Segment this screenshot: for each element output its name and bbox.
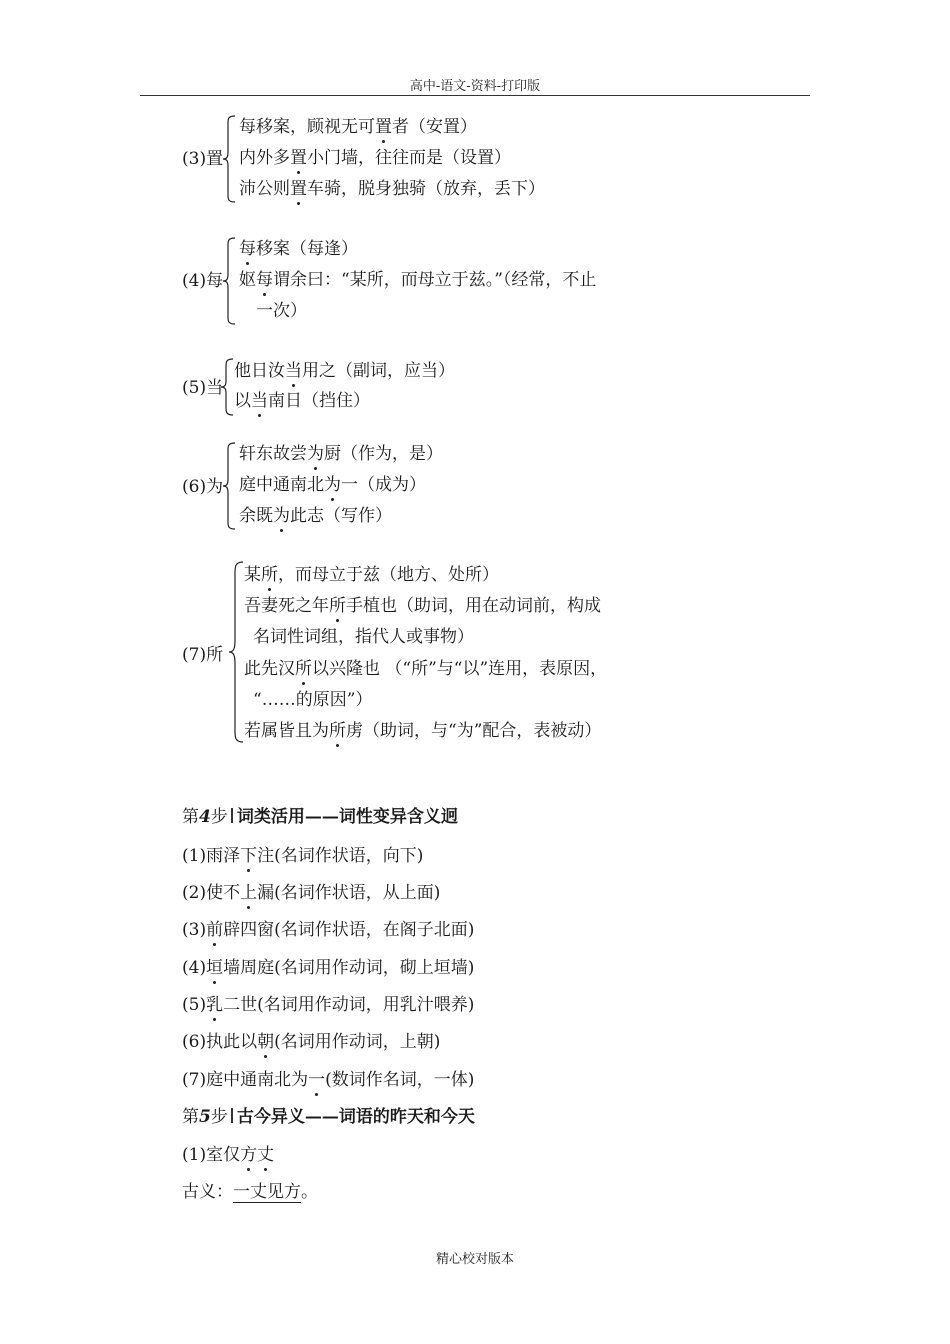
group-line: 轩东故尝为厨（作为，是） bbox=[239, 444, 443, 464]
list-item: (5)乳二世(名词用作动词，用乳汁喂养) bbox=[182, 990, 474, 1015]
header-rule bbox=[140, 95, 810, 96]
group-tag: (3)置 bbox=[182, 149, 224, 169]
page-footer: 精心校对版本 bbox=[435, 1252, 514, 1267]
brace-icon bbox=[222, 114, 236, 204]
list-item: (2)使不上漏(名词作状语，从上面) bbox=[182, 878, 440, 903]
group-line: 以当南日（挡住） bbox=[234, 391, 370, 411]
group-line: 名词性词组，指代人或事物） bbox=[253, 627, 474, 647]
group-tag: (6)为 bbox=[182, 477, 224, 497]
group-tag: (5)当 bbox=[182, 378, 224, 398]
group-line: 一次） bbox=[256, 301, 307, 321]
group-line: 吾妻死之年所手植也（助词，用在动词前，构成 bbox=[244, 596, 601, 616]
step5-heading: 第5步 古今异义——词语的昨天和今天 bbox=[182, 1107, 475, 1127]
group-line: 若属皆且为所虏（助词，与“为”配合，表被动） bbox=[244, 721, 602, 741]
brace-icon bbox=[228, 560, 244, 744]
group-tag: (7)所 bbox=[182, 645, 224, 665]
page-header: 高中-语文-资料-打印版 bbox=[409, 79, 541, 94]
group-line: 庭中通南北为一（成为） bbox=[239, 475, 426, 495]
step4-heading: 第4步 词类活用——词性变异含义迥 bbox=[182, 807, 458, 827]
group-line: 某所，而母立于兹（地方、处所） bbox=[244, 565, 499, 585]
group-line: 此先汉所以兴隆也 （“所”与“以”连用，表原因， bbox=[244, 659, 608, 679]
divider-bar bbox=[231, 1108, 233, 1123]
list-item: (1)雨泽下注(名词作状语，向下) bbox=[182, 841, 423, 866]
group-line: 每移案（每逢） bbox=[239, 239, 358, 259]
group-line: 妪每谓余曰：“某所，而母立于兹。”（经常，不止 bbox=[239, 270, 597, 290]
group-line: “……的原因”） bbox=[253, 690, 373, 710]
list-item: (7)庭中通南北为一(数词作名词，一体) bbox=[182, 1065, 474, 1090]
ancient-meaning: 古义：一丈见方。 bbox=[182, 1182, 318, 1202]
list-item: (6)执此以朝(名词用作动词，上朝) bbox=[182, 1027, 440, 1052]
group-line: 余既为此志（写作） bbox=[239, 506, 392, 526]
brace-icon bbox=[222, 236, 236, 326]
divider-bar bbox=[231, 808, 233, 823]
group-line: 沛公则置车骑，脱身独骑（放弃，丢下） bbox=[239, 179, 545, 199]
group-tag: (4)每 bbox=[182, 271, 224, 291]
group-line: 他日汝当用之（副词，应当） bbox=[234, 361, 455, 381]
group-line: 内外多置小门墙，往往而是（设置） bbox=[239, 148, 511, 168]
list-item: (4)垣墙周庭(名词用作动词，砌上垣墙) bbox=[182, 953, 474, 978]
list-item: (1)室仅方丈 bbox=[182, 1140, 274, 1165]
list-item: (3)前辟四窗(名词作状语，在阁子北面) bbox=[182, 915, 474, 940]
brace-icon bbox=[220, 357, 234, 417]
group-line: 每移案，顾视无可置者（安置） bbox=[239, 117, 477, 137]
brace-icon bbox=[222, 441, 236, 531]
